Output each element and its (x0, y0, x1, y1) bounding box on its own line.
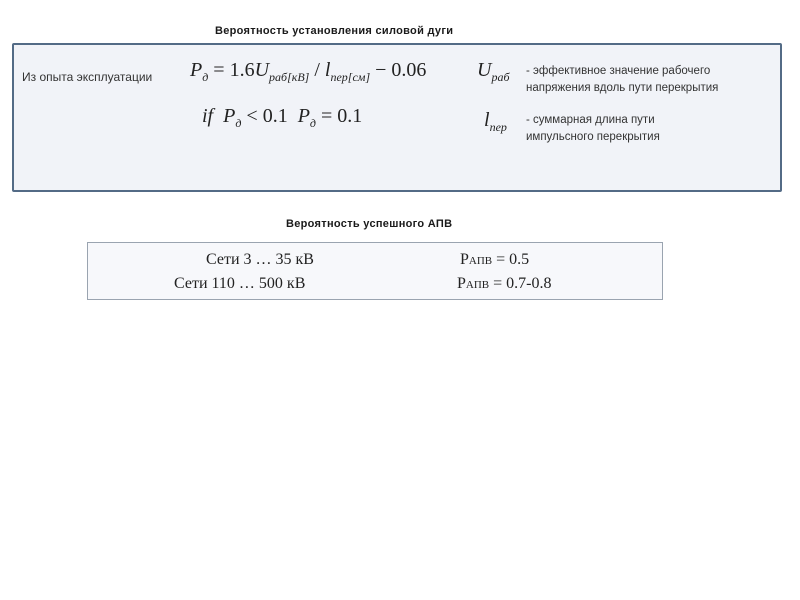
apv-probability-table (87, 242, 663, 300)
arc-probability-formula: $P_д = 1.6U_{раб[кВ]} / l_{пер[см]} - 0.06$ (190, 59, 427, 84)
apv-row-1-probability: PАПВ = 0.5 (460, 251, 530, 268)
arc-probability-condition: if $P_д < 0.1$ $P_д = 0.1$ (202, 105, 363, 130)
apv-row-1-network: Сети 3 … 35 кВ (206, 251, 314, 268)
section-title-arc: Вероятность установления силовой дуги (215, 25, 454, 37)
apv-row-2-probability: PАПВ = 0.7-0.8 (457, 275, 552, 292)
section-title-apv: Вероятность успешного АПВ (286, 218, 453, 230)
l-symbol: $l_{пер}$ (484, 109, 507, 134)
arc-probability-panel (12, 43, 782, 192)
u-symbol: $U_{раб}$ (477, 59, 510, 84)
apv-row-2-network: Сети 110 … 500 кВ (174, 275, 306, 292)
l-description: - суммарная длина пути импульсного перекрытия (526, 114, 660, 143)
experience-label: Из опыта эксплуатации (22, 70, 153, 84)
u-description: - эффективное значение рабочего напряжения вдоль пути перекрытия (526, 65, 719, 94)
